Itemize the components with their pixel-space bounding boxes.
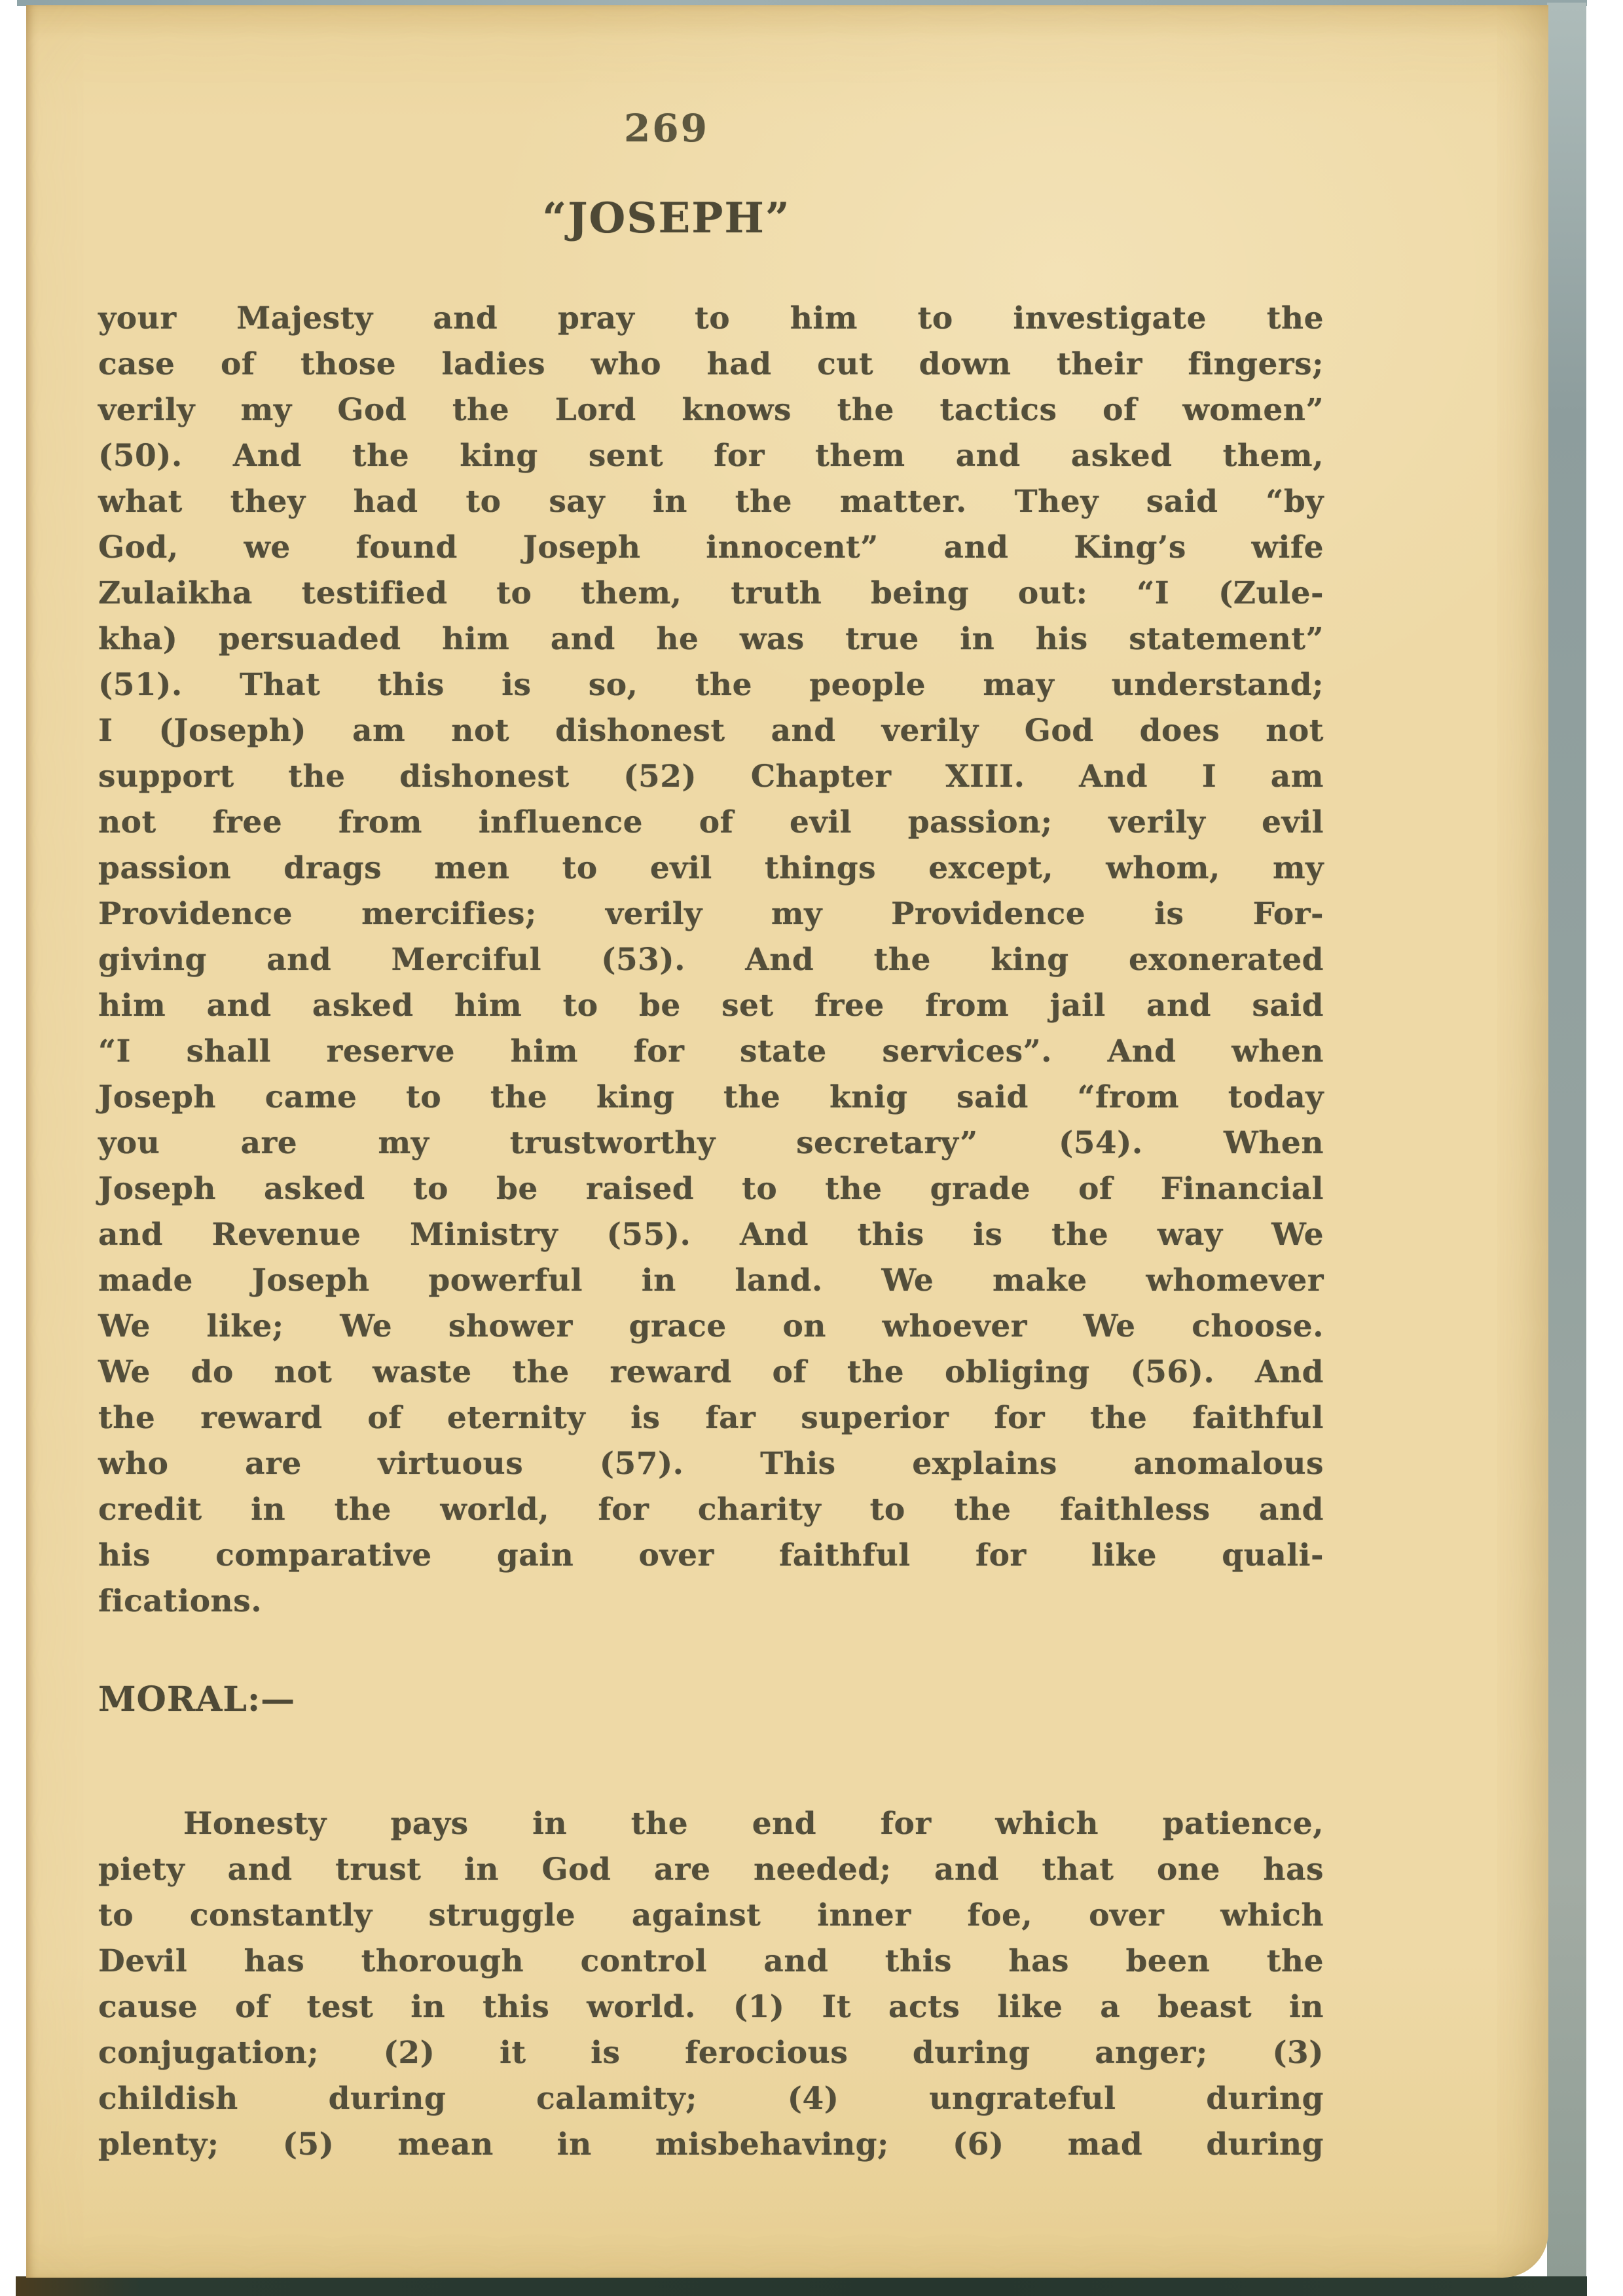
text-line: cause of test in this world. (1) It acts like a beast in bbox=[98, 1989, 1324, 2025]
text-line: your Majesty and pray to him to investigate the bbox=[98, 300, 1324, 336]
text-line: who are virtuous (57). This explains anomalous bbox=[98, 1446, 1324, 1482]
text-line: you are my trustworthy secretary” (54). When bbox=[98, 1125, 1324, 1161]
text-line: (50). And the king sent for them and asked them, bbox=[98, 438, 1324, 474]
text-line: to constantly struggle against inner foe, over which bbox=[98, 1897, 1324, 1933]
text-line: Joseph came to the king the knig said “from today bbox=[98, 1079, 1324, 1115]
text-line: Providence mercifies; verily my Providence is For- bbox=[98, 896, 1324, 932]
text-line: We do not waste the reward of the obliging (56). And bbox=[98, 1354, 1324, 1390]
text-line: case of those ladies who had cut down their fingers; bbox=[98, 346, 1324, 382]
text-line: Devil has thorough control and this has been the bbox=[98, 1943, 1324, 1979]
text-line: conjugation; (2) it is ferocious during anger; (3) bbox=[98, 2035, 1324, 2071]
text-line: credit in the world, for charity to the faithless and bbox=[98, 1492, 1324, 1528]
text-line: kha) persuaded him and he was true in his statement” bbox=[98, 621, 1324, 657]
text-line: and Revenue Ministry (55). And this is the way We bbox=[98, 1217, 1324, 1253]
text-line: We like; We shower grace on whoever We choose. bbox=[98, 1308, 1324, 1344]
body-paragraph bbox=[98, 296, 1324, 1624]
text-line: what they had to say in the matter. They said “by bbox=[98, 484, 1324, 520]
text-line: (51). That this is so, the people may understand; bbox=[98, 667, 1324, 703]
text-line: the reward of eternity is far superior for the faithful bbox=[98, 1400, 1324, 1436]
text-line: Joseph asked to be raised to the grade of Financial bbox=[98, 1171, 1324, 1207]
text-line: verily my God the Lord knows the tactics of women” bbox=[98, 392, 1324, 428]
text-line: him and asked him to be set free from jail and said bbox=[98, 988, 1324, 1024]
text-line: made Joseph powerful in land. We make whomever bbox=[98, 1263, 1324, 1299]
text-line: plenty; (5) mean in misbehaving; (6) mad during bbox=[98, 2126, 1324, 2162]
moral-paragraph bbox=[98, 1801, 1324, 2168]
book-edge-strip bbox=[1547, 3, 1586, 2280]
text-line: piety and trust in God are needed; and that one has bbox=[98, 1852, 1324, 1888]
page-number: 269 bbox=[623, 106, 710, 151]
moral-heading: MORAL:— bbox=[98, 1679, 296, 1719]
text-line: Zulaikha testified to them, truth being out: “I (Zule- bbox=[98, 575, 1324, 611]
text-line: giving and Merciful (53). And the king exonerated bbox=[98, 942, 1324, 978]
scan-bottom-edge-band bbox=[16, 2276, 1587, 2296]
text-line: his comparative gain over faithful for like quali- bbox=[98, 1537, 1324, 1573]
text-line: support the dishonest (52) Chapter XIII. And I am bbox=[98, 759, 1324, 795]
page-title: “JOSEPH” bbox=[542, 194, 791, 243]
text-line: “I shall reserve him for state services”. And when bbox=[98, 1033, 1324, 1069]
text-line: fications. bbox=[98, 1583, 263, 1619]
text-line: I (Joseph) am not dishonest and verily God does not bbox=[98, 713, 1324, 749]
text-line: God, we found Joseph innocent” and King’s wife bbox=[98, 529, 1324, 565]
text-line: Honesty pays in the end for which patience, bbox=[183, 1806, 1324, 1842]
text-line: not free from influence of evil passion; verily evil bbox=[98, 804, 1324, 840]
text-line: passion drags men to evil things except, whom, my bbox=[98, 850, 1324, 886]
text-line: childish during calamity; (4) ungrateful during bbox=[98, 2081, 1324, 2117]
